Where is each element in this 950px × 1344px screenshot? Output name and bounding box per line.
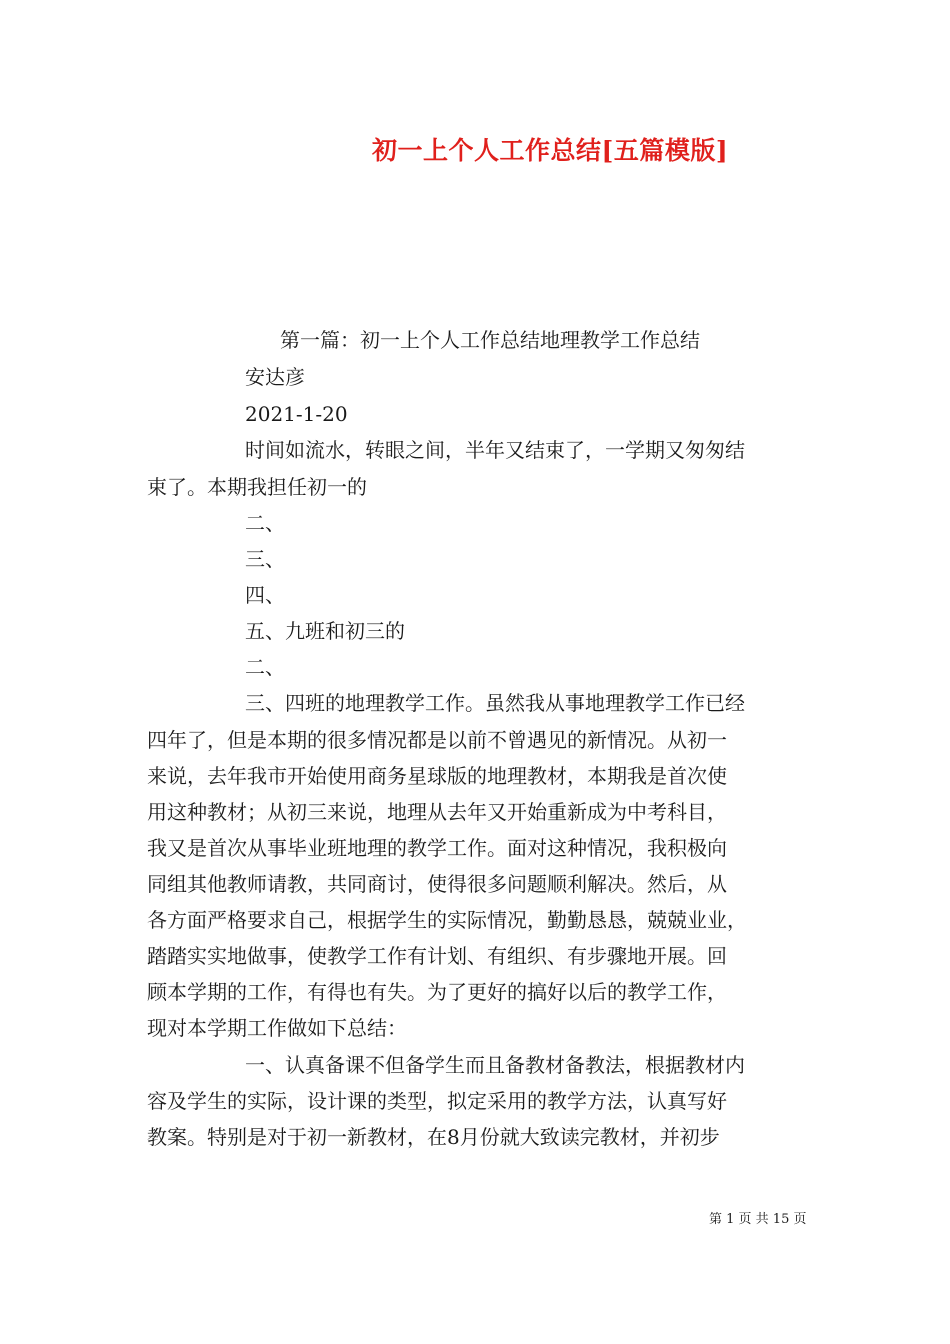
body-line: 踏踏实实地做事，使教学工作有计划、有组织、有步骤地开展。回 xyxy=(147,944,727,968)
body-line: 束了。本期我担任初一的 xyxy=(147,475,367,499)
body-line: 四年了，但是本期的很多情况都是以前不曾遇见的新情况。从初一 xyxy=(147,728,727,752)
body-line: 二、 xyxy=(245,511,285,535)
body-line: 教案。特别是对于初一新教材，在8月份就大致读完教材，并初步 xyxy=(147,1125,720,1149)
page-footer: 第 1 页 共 15 页 xyxy=(709,1212,807,1227)
body-line: 五、九班和初三的 xyxy=(245,619,405,643)
body-line: 顾本学期的工作，有得也有失。为了更好的搞好以后的教学工作， xyxy=(147,980,727,1004)
body-line: 安达彦 xyxy=(245,365,305,389)
body-line: 二、 xyxy=(245,655,285,679)
body-line: 2021-1-20 xyxy=(245,402,348,426)
body-line: 各方面严格要求自己，根据学生的实际情况，勤勤恳恳，兢兢业业， xyxy=(147,908,747,932)
body-line: 用这种教材；从初三来说，地理从去年又开始重新成为中考科目， xyxy=(147,800,727,824)
body-line: 三、 xyxy=(245,547,285,571)
body-line: 我又是首次从事毕业班地理的教学工作。面对这种情况，我积极向 xyxy=(147,836,727,860)
body-line: 同组其他教师请教，共同商讨，使得很多问题顺利解决。然后，从 xyxy=(147,872,727,896)
body-line: 现对本学期工作做如下总结： xyxy=(147,1016,407,1040)
body-line: 容及学生的实际，设计课的类型，拟定采用的教学方法，认真写好 xyxy=(147,1089,727,1113)
body-line: 三、四班的地理教学工作。虽然我从事地理教学工作已经 xyxy=(245,691,745,715)
body-line: 时间如流水，转眼之间，半年又结束了，一学期又匆匆结 xyxy=(245,438,745,462)
body-line: 一、认真备课不但备学生而且备教材备教法，根据教材内 xyxy=(245,1053,745,1077)
body-line: 四、 xyxy=(245,583,285,607)
document-title: 初一上个人工作总结[五篇模版] xyxy=(372,136,729,165)
body-line: 来说，去年我市开始使用商务星球版的地理教材，本期我是首次使 xyxy=(147,764,727,788)
body-line: 第一篇：初一上个人工作总结地理教学工作总结 xyxy=(280,328,700,352)
